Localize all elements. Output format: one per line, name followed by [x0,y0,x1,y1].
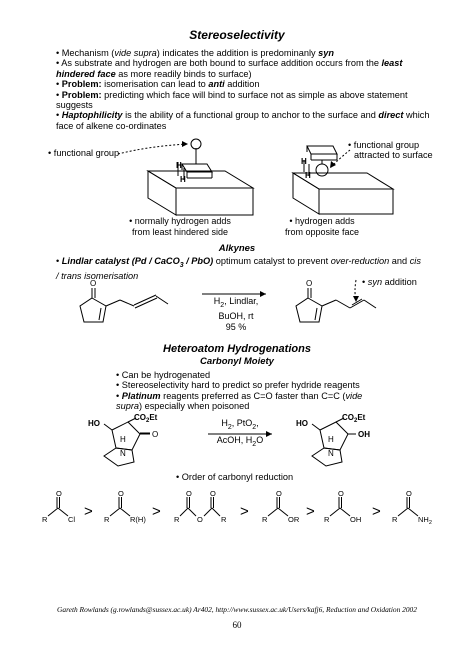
r-anhydride: R [174,515,180,524]
label-functional-group-right: • functional group attracted to surface [348,140,433,161]
surface-left-side [176,188,253,215]
oh-right: OH [358,430,370,439]
x2-anhydride: R [221,515,227,524]
alkynes-heading: Alkynes [218,243,256,254]
ho-right: HO [296,419,308,428]
h-label-right-2: H [305,171,311,180]
x-acid: OH [350,515,362,524]
x-anhydride: O [197,515,203,524]
bullet-mechanism: • Mechanism (vide supra) indicates the addition is predominanly syn [56,48,334,58]
ketone-o-right: O [306,279,313,288]
page-title: Stereoselectivity [189,28,285,42]
syn-addition-label: • syn addition [362,277,417,287]
bicycle-right-ring1 [320,422,348,450]
h-label-left-2: H [180,175,186,184]
lindlar-conditions: $H_2$, Lindlar, BuOH, rt 95 % [213,296,259,332]
o-left: O [152,430,159,439]
r-ester: R [262,515,268,524]
h-label-left: H [176,161,182,170]
intro-bullets [56,48,456,131]
gt-1: > [84,503,93,520]
o-acid: O [338,489,344,498]
bullet-problem-2: • Problem: predicting which face will bind to surface not as simple as above statement suggests [56,89,408,111]
surface-left-top [148,171,253,188]
h-right: H [328,435,334,444]
ketone-o-left: O [90,279,97,288]
label-functional-group-left: • functional group [48,148,120,158]
r-amide: R [392,515,398,524]
lindlar-bullet: • Lindlar catalyst (Pd / CaCO$_3$ / PbO) optimum catalyst to prevent over-reduction and cis / trans isomerisation [56,256,421,282]
co2et-left: $CO_2Et$ [134,413,158,424]
carbonyl-order-row [0,488,474,536]
hetero-bullets: • Can be hydrogenated • Stereoselectivity hard to predict so prefer hydride reagents • Platinum reagents preferred as C=O faster than C=C (vide supra) especially when poisoned [116,370,363,412]
gt-4: > [306,503,315,520]
hetero-heading: Heteroatom Hydrogenations [163,343,311,355]
o-amide: O [406,489,412,498]
ring-left [80,298,106,322]
ho-left: HO [88,419,100,428]
gt-3: > [240,503,249,520]
o-ketone: O [118,489,124,498]
caption-opposite-face: • hydrogen adds from opposite face [284,216,360,237]
x-acid-chloride: Cl [68,515,76,524]
carbonyl-order-label: • Order of carbonyl reduction [176,472,294,482]
o-anhydride-1: O [186,489,192,498]
surface-left-front [148,171,176,215]
co2et-right: $CO_2Et$ [342,413,366,424]
n-left: N [120,449,126,458]
pto2-conditions: $H_2$, PtO$_2$, AcOH, $H_2O$ [216,418,264,448]
ring-right [296,298,322,322]
x-amide: $NH_2$ [418,515,432,526]
o-ester: O [276,489,282,498]
r-acid-chloride: R [42,515,48,524]
bicycle-left-ring1 [112,422,140,450]
bullet-surface: • As substrate and hydrogen are both bound to surface addition occurs from the least hindered face as more readily binds to surface) [56,58,403,79]
caption-least-hindered: • normally hydrogen adds from least hindered side [129,216,231,237]
x-ester: OR [288,515,300,524]
gt-2: > [152,503,161,520]
gt-5: > [372,503,381,520]
r-ketone: R [104,515,110,524]
page-number: 60 [232,620,242,630]
x-ketone: R(H) [130,515,146,524]
h-label-right: H [301,157,307,166]
h-left: H [120,435,126,444]
r-acid: R [324,515,330,524]
bullet-problem-1: • Problem: isomerisation can lead to anti addition [56,79,260,90]
o-acid-chloride: O [56,489,62,498]
n-right: N [328,449,334,458]
carbonyl-subheading: Carbonyl Moiety [200,356,274,367]
o-anhydride-2: O [210,489,216,498]
footer-citation: Gareth Rowlands (g.rowlands@sussex.ac.uk) Ar402, http://www.sussex.ac.uk/Users/kafj6, Reduction and Oxidation 2002 [57,605,417,614]
bullet-haptophilicity: • Haptophilicity is the ability of a functional group to anchor to the surface and direct which face of alkene co-ordinates [56,110,430,131]
